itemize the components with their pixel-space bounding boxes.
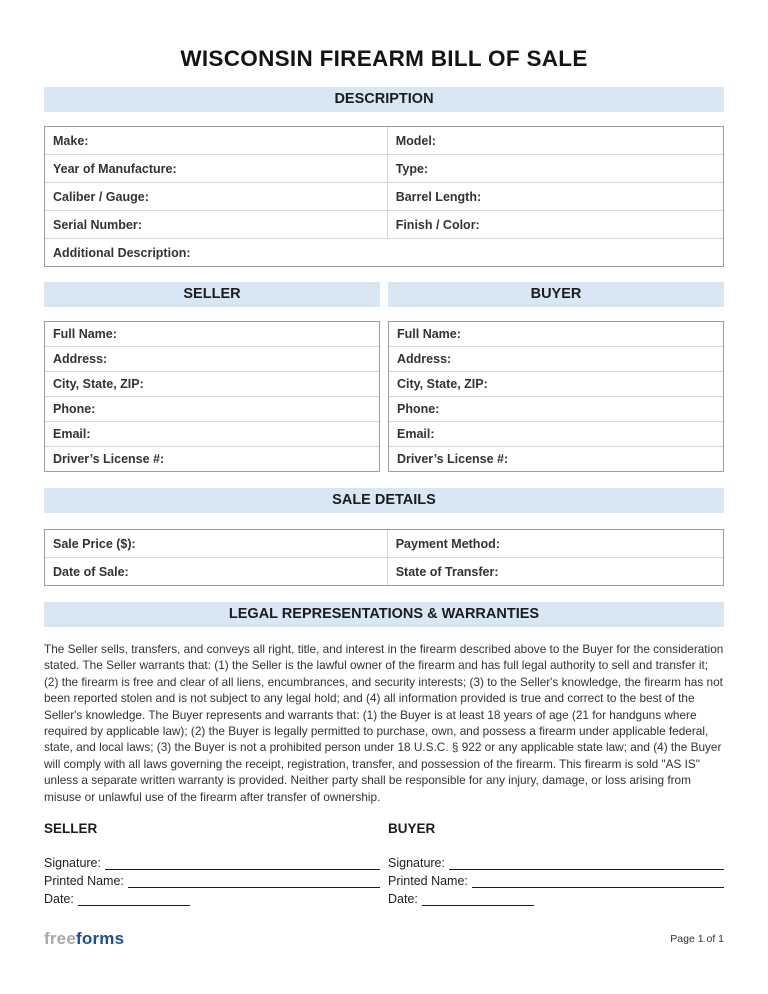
table-row — [45, 421, 379, 446]
signature-label: Signature: — [44, 856, 101, 871]
freeforms-logo — [44, 929, 124, 949]
brand-forms-text: forms — [76, 929, 125, 948]
field-label-model: Model: — [387, 127, 723, 154]
section-header-seller: SELLER — [44, 282, 380, 307]
seller-field-email: Email: — [53, 427, 91, 441]
table-row — [45, 557, 723, 585]
table-row — [45, 127, 723, 154]
field-label-date-of-sale: Date of Sale: — [53, 564, 129, 579]
seller-signature-heading: SELLER — [44, 821, 98, 837]
seller-printed-name-line — [128, 874, 380, 888]
page-number: Page 1 of 1 — [670, 933, 724, 945]
buyer-signature-line — [449, 856, 724, 870]
buyer-signature-block — [388, 821, 724, 906]
seller-field-drivers-license: Driver’s License #: — [53, 452, 165, 466]
field-label-sale-price: Sale Price ($): — [53, 536, 136, 551]
seller-date-row — [44, 888, 380, 906]
printed-name-label: Printed Name: — [44, 874, 124, 889]
field-label-state-of-transfer: State of Transfer: — [387, 558, 723, 585]
buyer-field-address: Address: — [397, 352, 452, 366]
field-label-finish-color: Finish / Color: — [387, 211, 723, 238]
seller-table — [44, 321, 380, 472]
table-row — [45, 346, 379, 371]
table-row — [389, 446, 723, 471]
section-header-sale-details: SALE DETAILS — [44, 488, 724, 513]
buyer-field-city-state-zip: City, State, ZIP: — [397, 377, 488, 391]
legal-paragraph: The Seller sells, transfers, and conveys all right, title, and interest in the firearm described above to the Buyer for the consideration stated. The Seller warrants that: (1) the Seller is the lawful owner of the firearm and has full legal authority to sell and transfer it; (2) the firearm is free and clear of all liens, encumbrances, and security interests; (3) to the Seller's knowledge, the firearm has not been reported stolen and is not subject to any legal hold; and (4) all information provided is true and correct to the best of the Seller's knowledge. The Buyer represents and warrants that: (1) the Buyer is at least 18 years of age (21 for handguns where required by applicable law); (2) the Buyer is legally permitted to purchase, own, and possess a firearm under applicable federal, state, and local laws; (3) the Buyer is not a prohibited person under 18 U.S.C. § 922 or any applicable state law; and (4) the Buyer will comply with all laws governing the receipt, registration, transfer, and possession of the firearm. This firearm is sold "AS IS" unless a separate written warranty is provided. Neither party shall be responsible for any injury, damage, or loss arising from misuse or unlawful use of the firearm after transfer of ownership. — [44, 642, 724, 804]
field-label-barrel-length: Barrel Length: — [387, 183, 723, 210]
buyer-signature-heading: BUYER — [388, 821, 436, 837]
signature-label: Signature: — [388, 856, 445, 871]
seller-printed-name-row — [44, 870, 380, 888]
table-row — [45, 530, 723, 557]
table-row — [389, 396, 723, 421]
description-table — [44, 126, 724, 267]
buyer-field-phone: Phone: — [397, 402, 440, 416]
seller-field-phone: Phone: — [53, 402, 96, 416]
buyer-table — [388, 321, 724, 472]
seller-signature-block — [44, 821, 380, 906]
field-label-make: Make: — [53, 133, 89, 148]
buyer-date-row — [388, 888, 724, 906]
seller-signature-line — [105, 856, 380, 870]
buyer-signature-row — [388, 852, 724, 870]
table-row — [389, 421, 723, 446]
buyer-printed-name-line — [472, 874, 724, 888]
table-row — [45, 154, 723, 182]
seller-date-line — [78, 892, 190, 906]
buyer-printed-name-row — [388, 870, 724, 888]
table-row — [389, 371, 723, 396]
field-label-caliber-gauge: Caliber / Gauge: — [53, 189, 149, 204]
field-label-year-of-manufacture: Year of Manufacture: — [53, 161, 177, 176]
buyer-date-line — [422, 892, 534, 906]
field-label-payment-method: Payment Method: — [387, 530, 723, 557]
page-title: WISCONSIN FIREARM BILL OF SALE — [180, 46, 588, 71]
date-label: Date: — [44, 892, 74, 907]
sale-details-table — [44, 529, 724, 586]
table-row — [45, 322, 379, 346]
buyer-field-drivers-license: Driver’s License #: — [397, 452, 509, 466]
seller-field-full-name: Full Name: — [53, 327, 117, 341]
field-label-type: Type: — [387, 155, 723, 182]
buyer-field-full-name: Full Name: — [397, 327, 461, 341]
buyer-field-email: Email: — [397, 427, 435, 441]
section-header-legal: LEGAL REPRESENTATIONS & WARRANTIES — [44, 602, 724, 627]
field-label-additional-description: Additional Description: — [53, 245, 191, 260]
table-row — [45, 396, 379, 421]
table-row — [45, 210, 723, 238]
brand-free-text: free — [44, 929, 76, 948]
date-label: Date: — [388, 892, 418, 907]
table-row — [45, 182, 723, 210]
printed-name-label: Printed Name: — [388, 874, 468, 889]
section-header-description: DESCRIPTION — [44, 87, 724, 112]
section-header-buyer: BUYER — [388, 282, 724, 307]
page-footer — [44, 929, 724, 949]
table-row — [45, 371, 379, 396]
table-row — [45, 446, 379, 471]
table-row — [389, 322, 723, 346]
seller-signature-row — [44, 852, 380, 870]
seller-field-city-state-zip: City, State, ZIP: — [53, 377, 144, 391]
seller-field-address: Address: — [53, 352, 108, 366]
table-row — [45, 238, 723, 266]
table-row — [389, 346, 723, 371]
field-label-serial-number: Serial Number: — [53, 217, 142, 232]
